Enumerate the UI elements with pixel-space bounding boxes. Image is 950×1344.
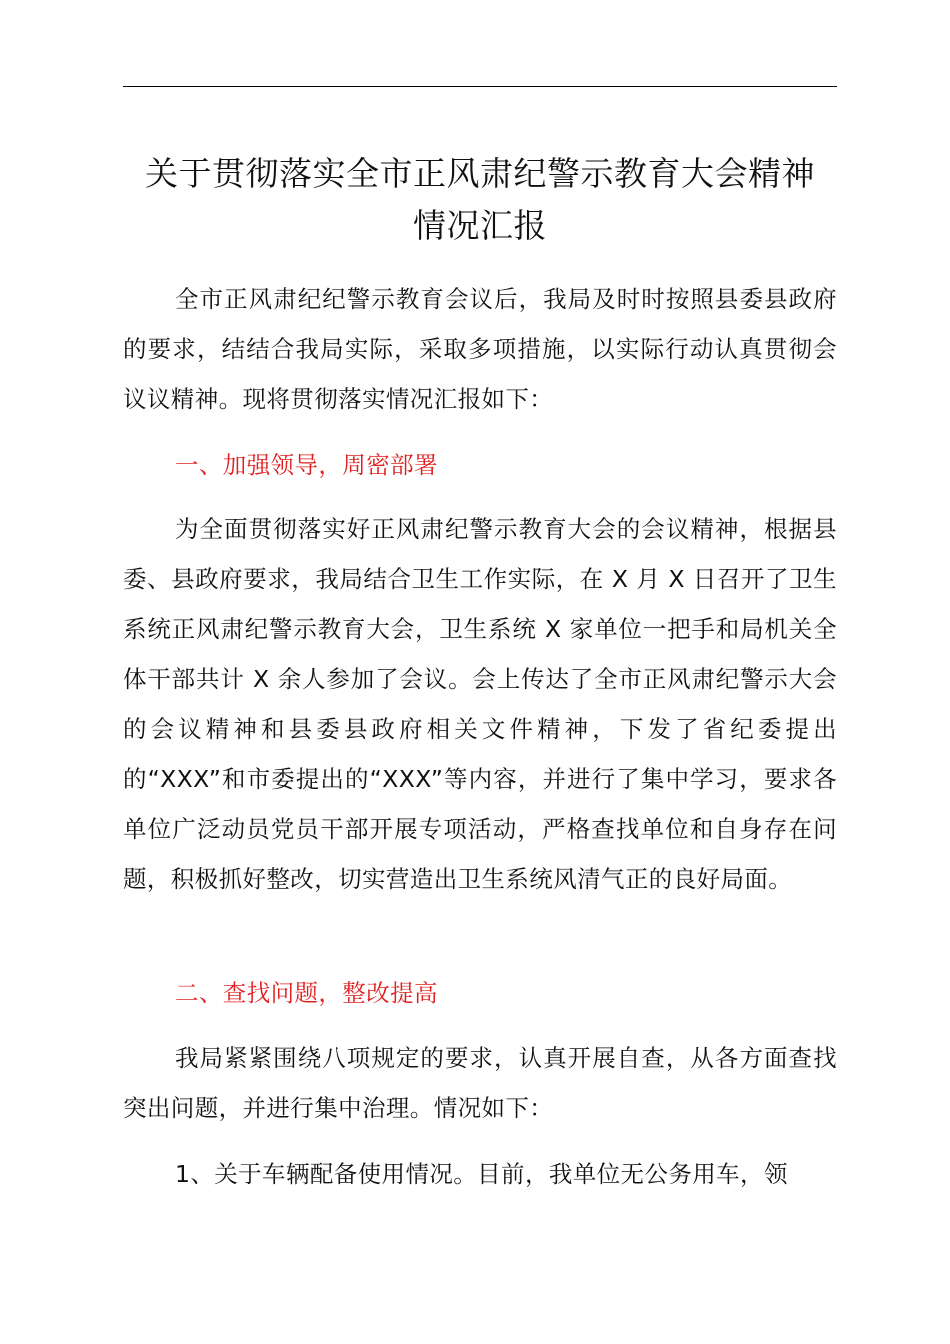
section-2-paragraph: 我局紧紧围绕八项规定的要求，认真开展自查，从各方面查找突出问题，并进行集中治理。情况如下： bbox=[123, 1044, 837, 1122]
title-line-1: 关于贯彻落实全市正风肃纪警示教育大会精神 bbox=[145, 154, 815, 193]
list-item-1: 1、关于车辆配备使用情况。目前，我单位无公务用车，领 bbox=[175, 1160, 788, 1188]
header-rule bbox=[123, 86, 837, 87]
intro-paragraph: 全市正风肃纪纪警示教育会议后，我局及时时按照县委县政府的要求，结结合我局实际，采取多项措施，以实际行动认真贯彻会议议精神。现将贯彻落实情况汇报如下： bbox=[123, 285, 837, 413]
section-2-heading: 二、查找问题，整改提高 bbox=[175, 979, 438, 1007]
document-title bbox=[110, 148, 850, 252]
section-1-paragraph: 为全面贯彻落实好正风肃纪警示教育大会的会议精神，根据县委、县政府要求，我局结合卫生工作实际，在 X 月 X 日召开了卫生系统正风肃纪警示教育大会，卫生系统 X 家单位一把手和局机关全体干部共计 X 余人参加了会议。会上传达了全市正风肃纪警示大会的会议精神和县委县政府相关文件精神，下发了省纪委提出的“XXX”和市委提出的“XXX”等内容，并进行了集中学习，要求各单位广泛动员党员干部开展专项活动，严格查找单位和自身存在问题，积极抓好整改，切实营造出卫生系统风清气正的良好局面。 bbox=[123, 515, 837, 893]
section-1-heading: 一、加强领导，周密部署 bbox=[175, 451, 438, 479]
title-line-2: 情况汇报 bbox=[413, 206, 547, 245]
